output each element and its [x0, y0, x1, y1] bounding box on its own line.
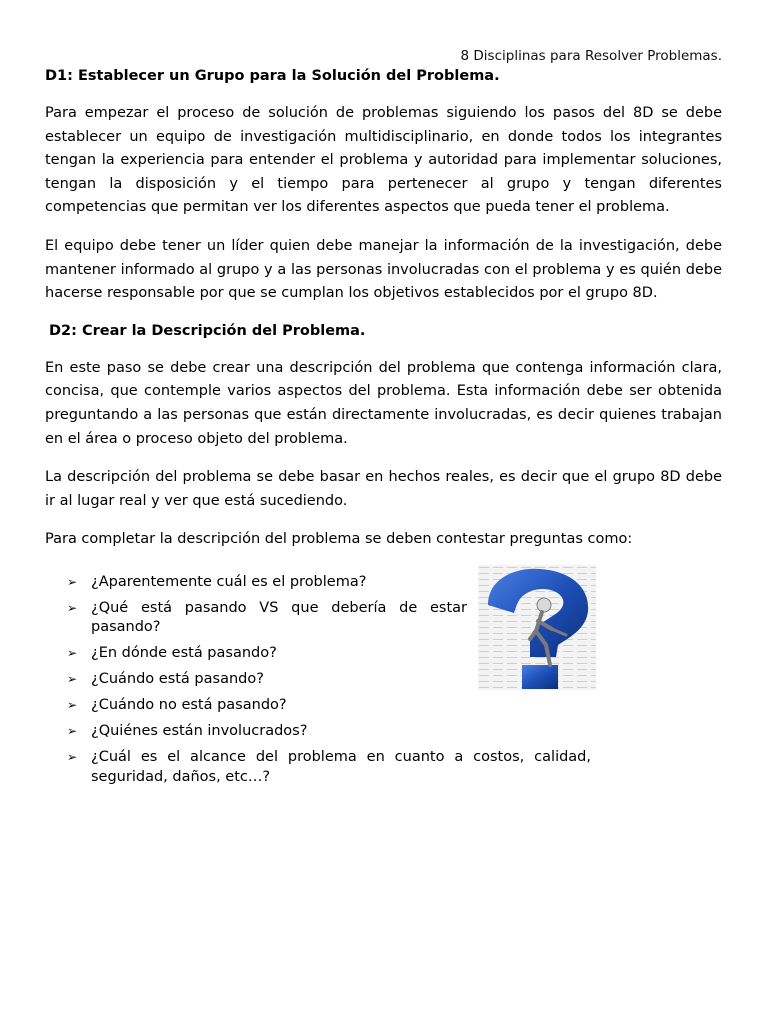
page-header: 8 Disciplinas para Resolver Problemas.: [460, 48, 722, 64]
question-text: ¿Quiénes están involucrados?: [91, 723, 308, 740]
list-item: [45, 748, 591, 787]
d1-paragraph-2: El equipo debe tener un líder quien debe manejar la información de la investigación, debe mantener informado al grupo y a las personas involucradas con el problema y es quién debe hacerse responsable por que se cumplan los objetivos establecidos por el grupo 8D.: [45, 237, 722, 302]
section-d1-title: D1: Establecer un Grupo para la Solución del Problema.: [45, 68, 500, 84]
section-d2-title: D2: Crear la Descripción del Problema.: [49, 322, 366, 339]
arrow-bullet-icon: ➢: [67, 672, 78, 687]
d2-paragraph-1: En este paso se debe crear una descripción del problema que contenga información clara, concisa, que contemple varios aspectos del problema. Esta información debe ser obtenida preguntando a las personas que están directamente involucradas, es decir quienes trabajan en el área o proceso objeto del problema.: [45, 359, 722, 447]
d1-paragraph-1: Para empezar el proceso de solución de problemas siguiendo los pasos del 8D se debe establecer un equipo de investigación multidisciplinario, en donde todos los integrantes tengan la experiencia para entender el problema y autoridad para implementar soluciones, tengan la disposición y el tiempo para pertenecer al grupo y tengan diferentes competencias que permitan ver los diferentes aspectos que pueda tener el problema.: [45, 105, 722, 216]
question-text: ¿Cuándo está pasando?: [91, 671, 264, 688]
list-item: [45, 696, 467, 716]
list-item: [45, 573, 467, 593]
arrow-bullet-icon: ➢: [67, 574, 78, 589]
arrow-bullet-icon: ➢: [67, 646, 78, 661]
questions-list: [45, 573, 722, 788]
question-text: ¿Cuándo no está pasando?: [91, 697, 287, 714]
questions-section: [45, 573, 722, 788]
arrow-bullet-icon: ➢: [67, 698, 78, 713]
question-text: ¿En dónde está pasando?: [91, 645, 277, 662]
question-text: ¿Aparentemente cuál es el problema?: [91, 573, 367, 590]
document-body: [45, 66, 722, 794]
arrow-bullet-icon: ➢: [67, 600, 78, 615]
d2-paragraph-3: Para completar la descripción del problema se deben contestar preguntas como:: [45, 531, 633, 548]
list-item: [45, 670, 467, 690]
question-mark-figure-image: [478, 565, 596, 690]
list-item: [45, 599, 467, 638]
d2-paragraph-2: La descripción del problema se debe basar en hechos reales, es decir que el grupo 8D debe ir al lugar real y ver que está sucediendo.: [45, 469, 722, 509]
list-item: [45, 722, 467, 742]
arrow-bullet-icon: ➢: [67, 724, 78, 739]
question-text: ¿Qué está pasando VS que debería de estar pasando?: [91, 599, 467, 636]
question-text: ¿Cuál es el alcance del problema en cuanto a costos, calidad, seguridad, daños, etc…?: [91, 749, 591, 785]
arrow-bullet-icon: ➢: [67, 750, 78, 765]
list-item: [45, 644, 467, 664]
